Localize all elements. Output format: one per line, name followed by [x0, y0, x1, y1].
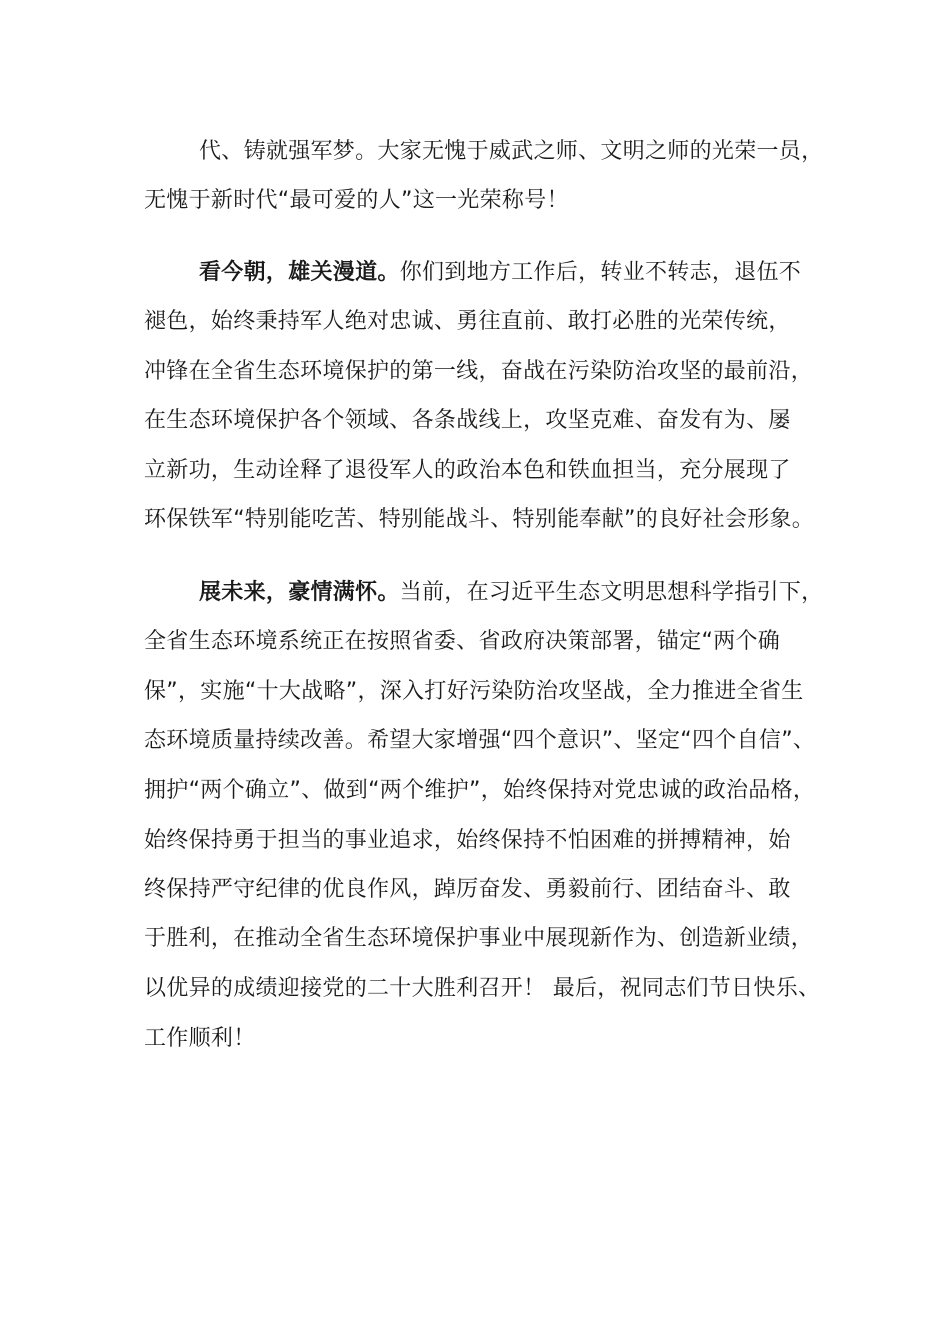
paragraph-line: 始终保持勇于担当的事业追求，始终保持不怕困难的拼搏精神，始 — [144, 828, 791, 853]
paragraph-line: 全省生态环境系统正在按照省委、省政府决策部署，锚定“两个确 — [144, 629, 781, 654]
paragraph-line: 工作顺利！ — [144, 1026, 256, 1051]
paragraph-line: 拥护“两个确立”、做到“两个维护”，始终保持对党忠诚的政治品格， — [144, 778, 816, 803]
paragraph-line: 终保持严守纪律的优良作风，踔厉奋发、勇毅前行、团结奋斗、敢 — [144, 877, 791, 902]
paragraph-line: 在生态环境保护各个领域、各条战线上，攻坚克难、奋发有为、屡 — [144, 408, 791, 433]
paragraph-line: 以优异的成绩迎接党的二十大胜利召开！ 最后，祝同志们节日快乐、 — [144, 976, 821, 1001]
paragraph-line: 代、铸就强军梦。大家无愧于威武之师、文明之师的光荣一员， — [199, 139, 824, 164]
section-heading: 展未来，豪情满怀。 — [199, 580, 400, 605]
section-heading: 看今朝，雄关漫道。 — [199, 260, 400, 285]
paragraph-line: 环保铁军“特别能吃苦、特别能战斗、特别能奉献”的良好社会形象。 — [144, 507, 815, 532]
paragraph-text: 当前，在习近平生态文明思想科学指引下， — [399, 580, 824, 605]
paragraph-line: 褪色，始终秉持军人绝对忠诚、勇往直前、敢打必胜的光荣传统， — [144, 309, 791, 334]
paragraph-line: 于胜利，在推动全省生态环境保护事业中展现新作为、创造新业绩， — [144, 926, 814, 951]
paragraph-line — [199, 578, 834, 608]
paragraph-line: 无愧于新时代“最可爱的人”这一光荣称号！ — [144, 188, 569, 213]
paragraph-line: 保”，实施“十大战略”，深入打好污染防治攻坚战，全力推进全省生 — [144, 679, 804, 704]
paragraph-line — [199, 258, 834, 288]
paragraph-text: 你们到地方工作后，转业不转志，退伍不 — [399, 260, 802, 285]
paragraph-line: 立新功，生动诠释了退役军人的政治本色和铁血担当，充分展现了 — [144, 458, 791, 483]
paragraph-line: 态环境质量持续改善。希望大家增强“四个意识”、坚定“四个自信”、 — [144, 728, 816, 753]
paragraph-line: 冲锋在全省生态环境保护的第一线，奋战在污染防治攻坚的最前沿， — [144, 359, 814, 384]
